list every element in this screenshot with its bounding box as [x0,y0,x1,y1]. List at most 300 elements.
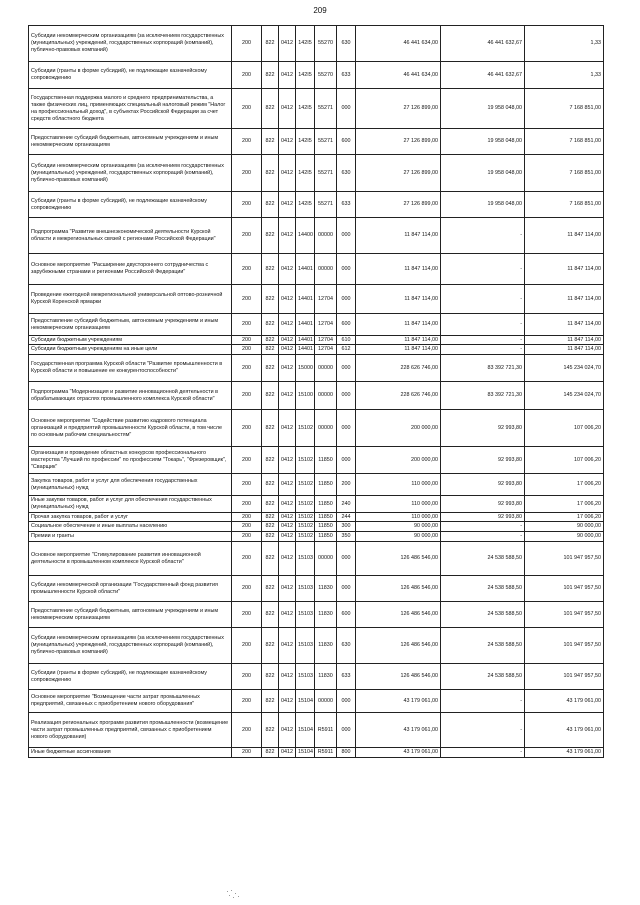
cell-v3: 145 234 024,70 [525,382,604,410]
cell-v1: 200 000,00 [356,447,441,474]
cell-c4: 14401 [296,285,315,314]
table-row [29,576,604,602]
cell-c1: 200 [232,690,262,713]
cell-name: Основное мероприятие "Расширение двустороннего сотрудничества с зарубежными странами и регионами Российской Федерации" [29,254,232,285]
cell-v2: 24 538 588,50 [441,628,525,664]
cell-c5: 55271 [315,129,337,155]
cell-c2: 822 [262,62,279,89]
cell-v1: 126 486 546,00 [356,602,441,628]
table-row [29,602,604,628]
cell-c3: 0412 [279,542,296,576]
cell-v1: 228 626 746,00 [356,355,441,382]
cell-name: Субсидии (гранты в форме субсидий), не подлежащие казначейскому сопровождению [29,192,232,218]
cell-v2: - [441,522,525,532]
cell-v1: 27 126 899,00 [356,192,441,218]
cell-v1: 90 000,00 [356,532,441,542]
cell-c1: 200 [232,218,262,254]
cell-c6: 000 [337,576,356,602]
cell-v2: 83 392 721,30 [441,355,525,382]
cell-v2: 92 993,80 [441,474,525,496]
cell-c2: 822 [262,690,279,713]
cell-name: Субсидии бюджетным учреждениям [29,336,232,345]
cell-c6: 000 [337,713,356,748]
cell-v3: 90 000,00 [525,532,604,542]
cell-v3: 101 947 957,50 [525,664,604,690]
cell-v2: 19 958 048,00 [441,155,525,192]
cell-c3: 0412 [279,254,296,285]
cell-v2: 46 441 632,67 [441,26,525,62]
cell-c5: 11850 [315,532,337,542]
cell-c2: 822 [262,382,279,410]
cell-c1: 200 [232,155,262,192]
cell-c1: 200 [232,129,262,155]
cell-v1: 46 441 634,00 [356,62,441,89]
cell-c2: 822 [262,89,279,129]
cell-c4: 142I5 [296,62,315,89]
cell-v1: 228 626 746,00 [356,382,441,410]
cell-c5: 00000 [315,542,337,576]
cell-c2: 822 [262,748,279,758]
cell-c6: 633 [337,62,356,89]
table-row [29,496,604,513]
cell-v2: - [441,218,525,254]
cell-c5: 11850 [315,474,337,496]
cell-c3: 0412 [279,664,296,690]
cell-v1: 43 179 061,00 [356,713,441,748]
cell-c6: 000 [337,447,356,474]
cell-c6: 633 [337,664,356,690]
cell-c2: 822 [262,602,279,628]
table-row [29,192,604,218]
cell-c2: 822 [262,542,279,576]
cell-c1: 200 [232,382,262,410]
cell-c2: 822 [262,522,279,532]
cell-c2: 822 [262,285,279,314]
cell-name: Государственная поддержка малого и среднего предпринимательства, а также физических лиц, применяющих специальный налоговый режим "Налог на профессиональный доход", в субъектах Российской Федерации за счет средств областного бюджета [29,89,232,129]
cell-v3: 43 179 061,00 [525,713,604,748]
cell-c1: 200 [232,26,262,62]
cell-name: Социальное обеспечение и иные выплаты населению [29,522,232,532]
cell-c6: 000 [337,254,356,285]
cell-c1: 200 [232,542,262,576]
table-row [29,89,604,129]
cell-c1: 200 [232,602,262,628]
cell-c6: 633 [337,192,356,218]
cell-c1: 200 [232,713,262,748]
table-row [29,532,604,542]
table-row [29,410,604,447]
cell-v1: 11 847 114,00 [356,285,441,314]
cell-c4: 15102 [296,474,315,496]
cell-v3: 145 234 024,70 [525,355,604,382]
cell-c3: 0412 [279,355,296,382]
cell-c1: 200 [232,748,262,758]
cell-v2: 24 538 588,50 [441,664,525,690]
cell-c1: 200 [232,89,262,129]
cell-v2: 46 441 632,67 [441,62,525,89]
cell-c3: 0412 [279,218,296,254]
cell-v1: 27 126 899,00 [356,129,441,155]
cell-c1: 200 [232,355,262,382]
cell-c3: 0412 [279,285,296,314]
cell-v3: 11 847 114,00 [525,285,604,314]
cell-c4: 15103 [296,664,315,690]
cell-c6: 000 [337,410,356,447]
cell-c3: 0412 [279,513,296,522]
cell-v3: 43 179 061,00 [525,690,604,713]
cell-c5: 12704 [315,345,337,355]
cell-name: Прочая закупка товаров, работ и услуг [29,513,232,522]
cell-v3: 11 847 114,00 [525,254,604,285]
cell-c5: 00000 [315,254,337,285]
cell-v3: 101 947 957,50 [525,576,604,602]
cell-c5: 55271 [315,192,337,218]
cell-v3: 107 006,20 [525,447,604,474]
table-row [29,748,604,758]
cell-v1: 90 000,00 [356,522,441,532]
cell-c6: 350 [337,532,356,542]
cell-c4: 14401 [296,345,315,355]
table-row [29,218,604,254]
table-row [29,314,604,336]
scan-specks [226,889,242,899]
cell-c4: 15102 [296,447,315,474]
cell-v1: 110 000,00 [356,474,441,496]
cell-v1: 126 486 546,00 [356,576,441,602]
page-number: 209 [313,6,327,15]
cell-c2: 822 [262,254,279,285]
cell-v3: 7 168 851,00 [525,155,604,192]
cell-c3: 0412 [279,62,296,89]
cell-c3: 0412 [279,496,296,513]
table-row [29,254,604,285]
cell-v1: 43 179 061,00 [356,690,441,713]
cell-c2: 822 [262,496,279,513]
cell-c2: 822 [262,532,279,542]
cell-c3: 0412 [279,713,296,748]
cell-c4: 15103 [296,602,315,628]
cell-c3: 0412 [279,447,296,474]
cell-c2: 822 [262,474,279,496]
cell-name: Иные закупки товаров, работ и услуг для обеспечения государственных (муниципальных) нужд [29,496,232,513]
cell-name: Организация и проведение областных конкурсов профессионального мастерства "Лучший по профессии" по профессиям "Токарь", "Фрезеровщик", "Сварщик" [29,447,232,474]
cell-name: Субсидии (гранты в форме субсидий), не подлежащие казначейскому сопровождению [29,62,232,89]
cell-c4: 15104 [296,690,315,713]
cell-c1: 200 [232,62,262,89]
cell-c3: 0412 [279,192,296,218]
cell-c1: 200 [232,664,262,690]
cell-c5: 55271 [315,89,337,129]
cell-c5: 11850 [315,513,337,522]
cell-v1: 11 847 114,00 [356,218,441,254]
cell-c2: 822 [262,26,279,62]
cell-v3: 43 179 061,00 [525,748,604,758]
cell-c6: 200 [337,474,356,496]
cell-c6: 630 [337,628,356,664]
cell-c1: 200 [232,522,262,532]
cell-v3: 1,33 [525,26,604,62]
cell-v2: - [441,285,525,314]
cell-c5: 11830 [315,664,337,690]
cell-c6: 630 [337,155,356,192]
cell-c6: 800 [337,748,356,758]
cell-v3: 7 168 851,00 [525,89,604,129]
cell-name: Предоставление субсидий бюджетным, автономным учреждениям и иным некоммерческим организациям [29,314,232,336]
cell-v3: 101 947 957,50 [525,602,604,628]
cell-c5: R5911 [315,748,337,758]
cell-c4: 15103 [296,576,315,602]
cell-name: Иные бюджетные ассигнования [29,748,232,758]
cell-c4: 15102 [296,532,315,542]
cell-c5: 00000 [315,355,337,382]
cell-v1: 27 126 899,00 [356,155,441,192]
cell-v2: - [441,532,525,542]
cell-v2: - [441,713,525,748]
cell-v3: 7 168 851,00 [525,129,604,155]
cell-c3: 0412 [279,748,296,758]
cell-name: Подпрограмма "Модернизация и развитие инновационной деятельности в обрабатывающих отраслях промышленного комплекса Курской области" [29,382,232,410]
cell-c2: 822 [262,218,279,254]
cell-c5: R5911 [315,713,337,748]
cell-c3: 0412 [279,129,296,155]
cell-v2: 24 538 588,50 [441,602,525,628]
table-row [29,62,604,89]
cell-c5: 11830 [315,628,337,664]
cell-name: Государственная программа Курской области "Развитие промышленности в Курской области и повышение ее конкурентоспособности" [29,355,232,382]
cell-c2: 822 [262,355,279,382]
cell-c4: 15100 [296,382,315,410]
table-row [29,628,604,664]
cell-c1: 200 [232,336,262,345]
cell-v2: - [441,336,525,345]
table-row [29,690,604,713]
table-row [29,155,604,192]
cell-v3: 101 947 957,50 [525,628,604,664]
cell-c5: 00000 [315,690,337,713]
table-row [29,713,604,748]
cell-c5: 55270 [315,26,337,62]
cell-c6: 600 [337,129,356,155]
cell-c2: 822 [262,155,279,192]
budget-table [28,25,604,758]
cell-c5: 12704 [315,285,337,314]
cell-c6: 000 [337,218,356,254]
cell-c1: 200 [232,496,262,513]
cell-v3: 101 947 957,50 [525,542,604,576]
cell-c1: 200 [232,192,262,218]
table-row [29,336,604,345]
cell-c4: 15102 [296,522,315,532]
table-row [29,542,604,576]
cell-c4: 142I5 [296,26,315,62]
cell-c1: 200 [232,410,262,447]
table-row [29,513,604,522]
cell-c4: 142I5 [296,155,315,192]
cell-c5: 00000 [315,410,337,447]
cell-c3: 0412 [279,26,296,62]
cell-c3: 0412 [279,532,296,542]
cell-c2: 822 [262,447,279,474]
table-row [29,355,604,382]
cell-c5: 12704 [315,314,337,336]
cell-c3: 0412 [279,155,296,192]
cell-c4: 15102 [296,513,315,522]
cell-v1: 11 847 114,00 [356,314,441,336]
cell-c4: 142I5 [296,89,315,129]
cell-c4: 15102 [296,410,315,447]
cell-name: Предоставление субсидий бюджетным, автономным учреждениям и иным некоммерческим организациям [29,602,232,628]
cell-v2: 92 993,80 [441,447,525,474]
cell-v1: 11 847 114,00 [356,345,441,355]
cell-name: Основное мероприятие "Стимулирование развития инновационной деятельности в промышленном комплексе Курской области" [29,542,232,576]
cell-c6: 240 [337,496,356,513]
cell-c2: 822 [262,129,279,155]
table-row [29,285,604,314]
table-row [29,664,604,690]
cell-c5: 11830 [315,602,337,628]
cell-c6: 610 [337,336,356,345]
cell-name: Премии и гранты [29,532,232,542]
cell-v1: 110 000,00 [356,513,441,522]
cell-v2: 92 993,80 [441,513,525,522]
cell-c3: 0412 [279,690,296,713]
cell-v3: 90 000,00 [525,522,604,532]
cell-c2: 822 [262,345,279,355]
cell-v1: 200 000,00 [356,410,441,447]
cell-c6: 000 [337,285,356,314]
cell-c1: 200 [232,447,262,474]
cell-v1: 126 486 546,00 [356,664,441,690]
cell-v1: 11 847 114,00 [356,254,441,285]
cell-v2: 92 993,80 [441,410,525,447]
cell-c1: 200 [232,345,262,355]
cell-c2: 822 [262,192,279,218]
cell-c6: 600 [337,602,356,628]
cell-c2: 822 [262,628,279,664]
cell-c4: 14401 [296,254,315,285]
cell-c5: 11850 [315,522,337,532]
cell-c1: 200 [232,576,262,602]
cell-c4: 14400 [296,218,315,254]
cell-name: Подпрограмма "Развитие внешнеэкономической деятельности Курской области и межрегиональных связей с регионами Российской Федерации" [29,218,232,254]
cell-name: Основное мероприятие "Возмещение части затрат промышленных предприятий, связанных с приобретением нового оборудования" [29,690,232,713]
cell-c6: 000 [337,355,356,382]
cell-c3: 0412 [279,89,296,129]
cell-c3: 0412 [279,522,296,532]
cell-c4: 15102 [296,496,315,513]
table-row [29,26,604,62]
cell-v2: 19 958 048,00 [441,192,525,218]
cell-name: Субсидии некоммерческим организациям (за исключением государственных (муниципальных) учреждений, государственных корпораций (компаний), публично-правовых компаний) [29,628,232,664]
cell-c4: 15000 [296,355,315,382]
cell-c3: 0412 [279,576,296,602]
cell-v2: 19 958 048,00 [441,89,525,129]
cell-v3: 7 168 851,00 [525,192,604,218]
cell-c5: 55271 [315,155,337,192]
cell-c1: 200 [232,628,262,664]
cell-c6: 612 [337,345,356,355]
cell-v3: 11 847 114,00 [525,314,604,336]
cell-name: Субсидии некоммерческой организации "Государственный фонд развития промышленности Курской области" [29,576,232,602]
cell-v1: 27 126 899,00 [356,89,441,129]
cell-c2: 822 [262,513,279,522]
cell-v1: 126 486 546,00 [356,542,441,576]
cell-c6: 000 [337,89,356,129]
cell-v2: 19 958 048,00 [441,129,525,155]
cell-c2: 822 [262,410,279,447]
cell-c4: 15104 [296,713,315,748]
table-row [29,447,604,474]
cell-c3: 0412 [279,345,296,355]
cell-name: Субсидии бюджетным учреждениям на иные цели [29,345,232,355]
cell-name: Субсидии (гранты в форме субсидий), не подлежащие казначейскому сопровождению [29,664,232,690]
cell-c1: 200 [232,314,262,336]
cell-v1: 46 441 634,00 [356,26,441,62]
cell-c3: 0412 [279,314,296,336]
cell-c4: 15103 [296,542,315,576]
cell-v2: - [441,690,525,713]
cell-c3: 0412 [279,382,296,410]
cell-c6: 000 [337,542,356,576]
table-row [29,382,604,410]
cell-v2: - [441,254,525,285]
cell-c4: 14401 [296,314,315,336]
cell-c1: 200 [232,285,262,314]
cell-c2: 822 [262,576,279,602]
cell-v1: 126 486 546,00 [356,628,441,664]
cell-v2: 24 538 588,50 [441,576,525,602]
cell-c2: 822 [262,336,279,345]
cell-c2: 822 [262,664,279,690]
cell-name: Предоставление субсидий бюджетным, автономным учреждениям и иным некоммерческим организациям [29,129,232,155]
cell-v3: 11 847 114,00 [525,218,604,254]
cell-c5: 11850 [315,496,337,513]
cell-v3: 1,33 [525,62,604,89]
cell-c5: 00000 [315,382,337,410]
cell-c5: 11830 [315,576,337,602]
cell-v3: 17 006,20 [525,513,604,522]
cell-c1: 200 [232,513,262,522]
cell-name: Субсидии некоммерческим организациям (за исключением государственных (муниципальных) учреждений, государственных корпораций (компаний), публично-правовых компаний) [29,26,232,62]
cell-c1: 200 [232,474,262,496]
cell-c6: 600 [337,314,356,336]
cell-c2: 822 [262,314,279,336]
cell-c3: 0412 [279,602,296,628]
cell-v2: - [441,314,525,336]
table-row [29,522,604,532]
cell-v2: - [441,345,525,355]
cell-v2: 83 392 721,30 [441,382,525,410]
table-row [29,129,604,155]
cell-v3: 17 006,20 [525,496,604,513]
cell-name: Реализация региональных программ развития промышленности (возмещение части затрат промышленных предприятий, связанных с приобретением нового оборудования) [29,713,232,748]
cell-c3: 0412 [279,410,296,447]
cell-c5: 55270 [315,62,337,89]
cell-v1: 43 179 061,00 [356,748,441,758]
cell-v2: 92 993,80 [441,496,525,513]
cell-name: Проведение ежегодной межрегиональной универсальной оптово-розничной Курской Коренской ярмарки [29,285,232,314]
cell-c1: 200 [232,254,262,285]
cell-c4: 142I5 [296,129,315,155]
cell-c6: 300 [337,522,356,532]
cell-c4: 15104 [296,748,315,758]
cell-c3: 0412 [279,336,296,345]
cell-c6: 630 [337,26,356,62]
cell-c4: 142I5 [296,192,315,218]
cell-c1: 200 [232,532,262,542]
cell-c2: 822 [262,713,279,748]
cell-v3: 17 006,20 [525,474,604,496]
